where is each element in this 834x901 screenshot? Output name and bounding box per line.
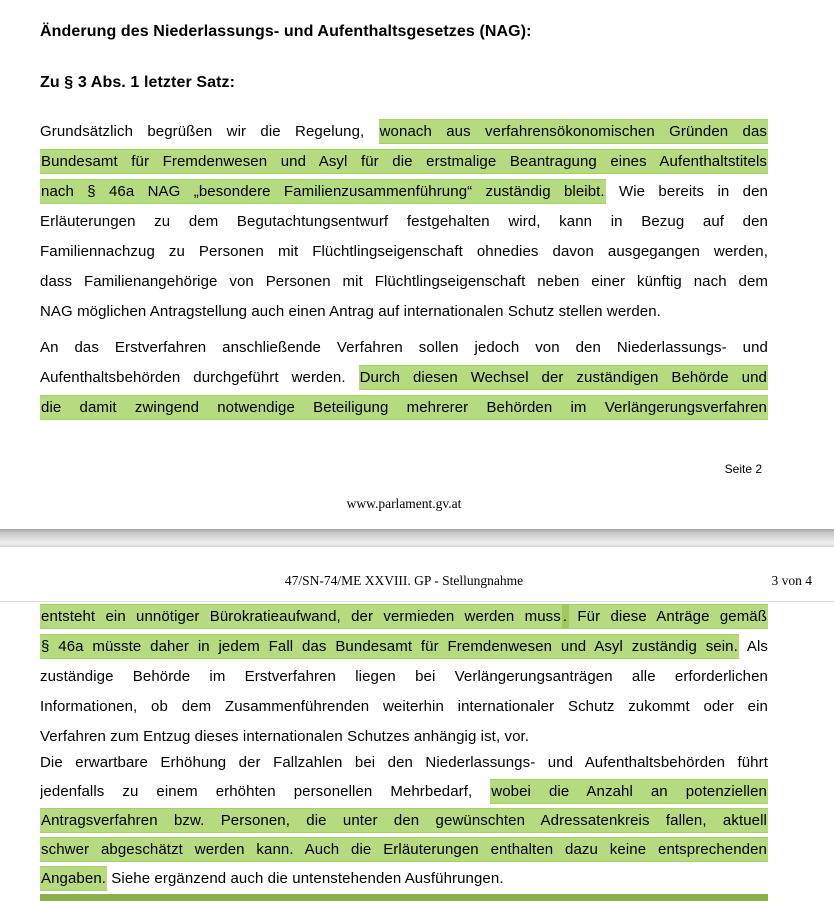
text-line (40, 297, 768, 327)
highlighted-text: Antragsverfahren bzw. Personen, die unter den gewünschten Adressatenkreis fallen, aktuell (40, 808, 768, 833)
plain-text: Aufenthaltsbehörden durchgeführt werden. (40, 369, 359, 386)
page-number-label: Seite 2 (724, 462, 762, 476)
text-line (40, 207, 768, 237)
cutoff-highlight-bar (40, 894, 768, 901)
plain-text: Informationen, ob dem Zusammenführenden weiterhin internationaler Schutz zukommt oder ein (40, 698, 768, 715)
plain-text: Verfahren zum Entzug dieses internationalen Schutzes anhängig ist, vor. (40, 728, 530, 745)
text-line (40, 806, 768, 835)
plain-text: Wie bereits in den (605, 183, 768, 200)
page-indicator: 3 von 4 (771, 573, 812, 588)
page-separator (0, 529, 834, 547)
highlighted-text: schwer abgeschätzt werden kann. Auch die Erläuterungen enthalten dazu keine entsprechenden (40, 837, 768, 862)
document-reference-header: 47/SN-74/ME XXVIII. GP - Stellungnahme (284, 573, 524, 588)
plain-text: zuständige Behörde im Erstverfahren liegen bei Verlängerungsanträgen alle erforderlichen (40, 668, 768, 685)
highlighted-text: Bundesamt für Fremdenwesen und Asyl für die erstmalige Beantragung eines Aufenthaltstitels (40, 149, 768, 174)
paragraph-1 (40, 117, 768, 327)
text-line (40, 748, 768, 777)
plain-text: jedenfalls zu einem erhöhten personellen Mehrbedarf, (40, 783, 491, 800)
text-line (40, 333, 768, 363)
text-line (40, 237, 768, 267)
highlighted-text: nach § 46a NAG „besondere Familienzusammenführung“ zuständig bleibt. (40, 179, 606, 204)
text-line (40, 692, 768, 722)
plain-text: NAG möglichen Antragstellung auch einen Antrag auf internationalen Schutz stellen werden. (40, 303, 661, 320)
page-footer-url: www.parlament.gv.at (346, 496, 462, 511)
text-line (40, 777, 768, 806)
section-heading: Änderung des Niederlassungs- und Aufenthaltsgesetzes (NAG): (40, 23, 532, 40)
paragraph-2 (40, 333, 768, 423)
text-line (40, 147, 768, 177)
highlighted-text: wonach aus verfahrensökonomischen Gründen das (379, 119, 768, 144)
highlighted-text: Angaben. (40, 866, 107, 891)
plain-text: dass Familienangehörige von Personen mit Flüchtlingseigenschaft neben einer künftig nach dem (40, 273, 768, 290)
subsection-heading: Zu § 3 Abs. 1 letzter Satz: (40, 74, 236, 91)
page-2 (0, 547, 834, 901)
plain-text: Als (738, 638, 768, 655)
highlighted-text: die damit zwingend notwendige Beteiligung mehrerer Behörden im Verlängerungsverfahren (40, 395, 768, 420)
paragraph-3 (40, 602, 768, 752)
text-line (40, 662, 768, 692)
text-line (40, 632, 768, 662)
plain-text: Erläuterungen zu dem Begutachtungsentwurf festgehalten wird, kann in Bezug auf den (40, 213, 768, 230)
text-line (40, 393, 768, 423)
highlighted-text: wobei die Anzahl an potenziellen (490, 779, 768, 804)
highlighted-text: Durch diesen Wechsel der zuständigen Behörde und (359, 365, 768, 390)
plain-text: Grundsätzlich begrüßen wir die Regelung, (40, 123, 379, 140)
plain-text: An das Erstverfahren anschließende Verfahren sollen jedoch von den Niederlassungs- und (40, 339, 768, 356)
text-line (40, 117, 768, 147)
highlighted-text: § 46a müsste daher in jedem Fall das Bundesamt für Fremdenwesen und Asyl zuständig sein. (40, 634, 739, 659)
plain-text: Siehe ergänzend auch die untenstehenden Ausführungen. (107, 870, 504, 887)
text-line (40, 835, 768, 864)
paragraph-4 (40, 748, 768, 893)
text-line (40, 177, 768, 207)
text-line (40, 602, 768, 632)
text-line (40, 363, 768, 393)
plain-text: Familiennachzug zu Personen mit Flüchtlingseigenschaft ohnedies davon ausgegangen werden, (40, 243, 768, 260)
highlighted-text: entsteht ein unnötiger Bürokratieaufwand, der vermieden werden muss (40, 604, 562, 629)
plain-text: Die erwartbare Erhöhung der Fallzahlen bei den Niederlassungs- und Aufenthaltsbehörden führt (40, 754, 768, 771)
highlighted-text: . Für diese Anträge gemäß (562, 604, 768, 629)
text-line (40, 267, 768, 297)
text-line (40, 864, 768, 893)
